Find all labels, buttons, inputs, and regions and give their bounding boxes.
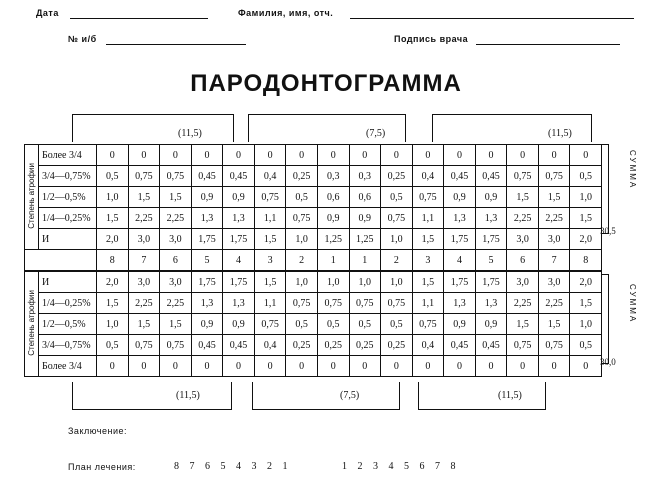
lower-group-left-value: (11,5) <box>176 390 200 401</box>
lower-cell[interactable]: 0,25 <box>381 335 413 356</box>
lower-cell[interactable]: 0 <box>128 356 160 377</box>
lower-cell[interactable]: 0 <box>444 356 476 377</box>
lower-cell[interactable]: 1,5 <box>97 293 129 314</box>
upper-cell[interactable]: 1,1 <box>412 208 444 229</box>
upper-cell[interactable]: 0,3 <box>349 166 381 187</box>
upper-cell[interactable]: 0,75 <box>128 166 160 187</box>
upper-cell[interactable]: 0,9 <box>444 187 476 208</box>
lower-cell[interactable]: 1,1 <box>412 293 444 314</box>
treatment-plan-left-teeth: 8 7 6 5 4 3 2 1 <box>174 461 292 472</box>
lower-cell[interactable]: 0,75 <box>349 293 381 314</box>
upper-cell[interactable]: 0 <box>97 145 129 166</box>
lower-row-label: 1/4—0,25% <box>39 293 97 314</box>
upper-cell[interactable]: 3,0 <box>160 229 192 250</box>
lower-cell[interactable]: 0,75 <box>507 335 539 356</box>
lower-cell[interactable]: 0 <box>570 356 602 377</box>
date-field[interactable] <box>70 8 208 19</box>
upper-cell[interactable]: 2,25 <box>538 208 570 229</box>
upper-cell[interactable]: 0,75 <box>538 166 570 187</box>
upper-cell[interactable]: 0 <box>444 145 476 166</box>
upper-cell[interactable]: 0,4 <box>412 166 444 187</box>
upper-row-label: 1/2—0,5% <box>39 187 97 208</box>
upper-cell[interactable]: 1,3 <box>475 208 507 229</box>
lower-cell[interactable]: 1,75 <box>191 271 223 293</box>
upper-cell[interactable]: 0,75 <box>160 166 192 187</box>
lower-cell[interactable]: 2,25 <box>128 293 160 314</box>
lower-row <box>25 293 602 314</box>
upper-cell[interactable]: 0,5 <box>97 166 129 187</box>
tooth-number: 1 <box>349 250 381 272</box>
upper-cell[interactable]: 2,25 <box>507 208 539 229</box>
lower-group-middle-value: (7,5) <box>340 390 360 401</box>
upper-row-label: И <box>39 229 97 250</box>
upper-cell[interactable]: 1,5 <box>570 208 602 229</box>
treatment-plan-right-teeth: 1 2 3 4 5 6 7 8 <box>342 461 460 472</box>
upper-row-label: 3/4—0,75% <box>39 166 97 187</box>
upper-cell[interactable]: 0 <box>349 145 381 166</box>
upper-cell[interactable]: 0,45 <box>475 166 507 187</box>
upper-cell[interactable]: 0,6 <box>317 187 349 208</box>
tooth-number: 2 <box>286 250 318 272</box>
lower-cell[interactable]: 1,0 <box>349 271 381 293</box>
upper-cell[interactable]: 1,3 <box>223 208 255 229</box>
upper-cell[interactable]: 1,5 <box>538 187 570 208</box>
lower-cell[interactable]: 1,5 <box>254 271 286 293</box>
tooth-number: 3 <box>412 250 444 272</box>
lower-cell[interactable]: 1,0 <box>286 271 318 293</box>
lower-row-label: Более 3/4 <box>39 356 97 377</box>
upper-cell[interactable]: 0,75 <box>286 208 318 229</box>
lower-cell[interactable]: 0,25 <box>349 335 381 356</box>
lower-cell[interactable]: 1,75 <box>475 271 507 293</box>
upper-cell[interactable]: 0,75 <box>507 166 539 187</box>
upper-row-label: Более 3/4 <box>39 145 97 166</box>
upper-cell[interactable]: 2,0 <box>570 229 602 250</box>
upper-row <box>25 187 602 208</box>
upper-cell[interactable]: 0 <box>570 145 602 166</box>
upper-cell[interactable]: 0 <box>381 145 413 166</box>
upper-cell[interactable]: 0,6 <box>349 187 381 208</box>
lower-cell[interactable]: 1,0 <box>317 271 349 293</box>
upper-side-label <box>25 145 39 250</box>
upper-cell[interactable]: 0,3 <box>317 166 349 187</box>
tooth-number: 2 <box>381 250 413 272</box>
upper-cell[interactable]: 0,25 <box>286 166 318 187</box>
upper-group-left-value: (11,5) <box>178 128 202 139</box>
lower-cell[interactable]: 3,0 <box>538 271 570 293</box>
lower-cell[interactable]: 1,75 <box>444 271 476 293</box>
lower-cell[interactable]: 0 <box>191 356 223 377</box>
upper-cell[interactable]: 0,9 <box>317 208 349 229</box>
lower-cell[interactable]: 2,25 <box>538 293 570 314</box>
lower-cell[interactable]: 1,0 <box>381 271 413 293</box>
lower-cell[interactable]: 0,25 <box>286 335 318 356</box>
lower-cell[interactable]: 1,0 <box>570 314 602 335</box>
tooth-number: 6 <box>507 250 539 272</box>
upper-cell[interactable]: 0,9 <box>191 187 223 208</box>
lower-cell[interactable]: 0,75 <box>160 335 192 356</box>
page-title: ПАРОДОНТОГРАММА <box>190 70 462 97</box>
upper-group-middle-value: (7,5) <box>366 128 386 139</box>
lower-cell[interactable]: 0,45 <box>191 335 223 356</box>
upper-cell[interactable]: 1,25 <box>349 229 381 250</box>
upper-cell[interactable]: 0,5 <box>570 166 602 187</box>
upper-cell[interactable]: 1,5 <box>160 187 192 208</box>
card-number-label: № и/б <box>68 34 97 44</box>
lower-cell[interactable]: 0,5 <box>349 314 381 335</box>
lower-cell[interactable]: 0,5 <box>570 335 602 356</box>
upper-cell[interactable]: 1,5 <box>412 229 444 250</box>
lower-group-middle <box>252 382 400 410</box>
upper-cell[interactable]: 0,9 <box>223 187 255 208</box>
treatment-plan-label: План лечения: <box>68 462 136 472</box>
upper-cell[interactable]: 1,0 <box>570 187 602 208</box>
upper-cell[interactable]: 0 <box>191 145 223 166</box>
lower-cell[interactable]: 1,5 <box>570 293 602 314</box>
lower-cell[interactable]: 0,9 <box>191 314 223 335</box>
lower-cell[interactable]: 1,0 <box>97 314 129 335</box>
lower-cell[interactable]: 0 <box>349 356 381 377</box>
upper-cell[interactable]: 0,9 <box>349 208 381 229</box>
lower-cell[interactable]: 2,0 <box>97 271 129 293</box>
lower-cell[interactable]: 0,75 <box>381 293 413 314</box>
lower-cell[interactable]: 0,5 <box>381 314 413 335</box>
lower-cell[interactable]: 1,5 <box>160 314 192 335</box>
lower-side-label <box>25 271 39 377</box>
upper-cell[interactable]: 0,45 <box>223 166 255 187</box>
tooth-number: 3 <box>254 250 286 272</box>
lower-cell[interactable]: 1,75 <box>223 271 255 293</box>
lower-cell[interactable]: 0 <box>254 356 286 377</box>
upper-cell[interactable]: 0,75 <box>381 208 413 229</box>
upper-sum-value: 30,5 <box>600 226 616 236</box>
tooth-number: 6 <box>160 250 192 272</box>
upper-cell[interactable]: 2,25 <box>128 208 160 229</box>
lower-cell[interactable]: 0,5 <box>286 314 318 335</box>
lower-sum-bracket <box>602 274 609 364</box>
lower-cell[interactable]: 0 <box>381 356 413 377</box>
upper-cell[interactable]: 0 <box>412 145 444 166</box>
lower-cell[interactable]: 3,0 <box>128 271 160 293</box>
lower-cell[interactable]: 0 <box>475 356 507 377</box>
tooth-number: 5 <box>191 250 223 272</box>
tooth-number-row <box>25 250 602 272</box>
lower-cell[interactable]: 0,75 <box>286 293 318 314</box>
upper-row <box>25 166 602 187</box>
upper-cell[interactable]: 0 <box>223 145 255 166</box>
lower-cell[interactable]: 1,3 <box>223 293 255 314</box>
lower-cell[interactable]: 1,1 <box>254 293 286 314</box>
upper-cell[interactable]: 0,75 <box>254 187 286 208</box>
lower-cell[interactable]: 0,75 <box>538 335 570 356</box>
upper-group-right-value: (11,5) <box>548 128 572 139</box>
lower-cell[interactable]: 0,9 <box>444 314 476 335</box>
upper-cell[interactable]: 0 <box>128 145 160 166</box>
tooth-number: 7 <box>538 250 570 272</box>
lower-cell[interactable]: 1,3 <box>191 293 223 314</box>
lower-cell[interactable]: 2,0 <box>570 271 602 293</box>
lower-cell[interactable]: 0,75 <box>317 293 349 314</box>
lower-row <box>25 356 602 377</box>
lower-group-right <box>418 382 546 410</box>
lower-cell[interactable]: 0,45 <box>444 335 476 356</box>
upper-cell[interactable]: 1,0 <box>286 229 318 250</box>
lower-cell[interactable]: 1,5 <box>128 314 160 335</box>
upper-cell[interactable]: 0 <box>507 145 539 166</box>
upper-cell[interactable]: 0,75 <box>412 187 444 208</box>
tooth-number: 5 <box>475 250 507 272</box>
lower-row <box>25 271 602 293</box>
upper-cell[interactable]: 1,1 <box>254 208 286 229</box>
lower-cell[interactable]: 0,75 <box>254 314 286 335</box>
upper-cell[interactable]: 1,5 <box>254 229 286 250</box>
lower-cell[interactable]: 0 <box>97 356 129 377</box>
upper-cell[interactable]: 1,0 <box>97 187 129 208</box>
upper-cell[interactable]: 0 <box>254 145 286 166</box>
upper-cell[interactable]: 1,75 <box>191 229 223 250</box>
upper-cell[interactable]: 1,5 <box>97 208 129 229</box>
name-field[interactable] <box>350 8 634 19</box>
upper-cell[interactable]: 2,0 <box>97 229 129 250</box>
lower-cell[interactable]: 0,5 <box>317 314 349 335</box>
lower-cell[interactable]: 1,5 <box>412 271 444 293</box>
lower-row <box>25 314 602 335</box>
upper-group-left <box>72 114 234 142</box>
lower-cell[interactable]: 2,25 <box>160 293 192 314</box>
lower-cell[interactable]: 0 <box>507 356 539 377</box>
upper-cell[interactable]: 0 <box>538 145 570 166</box>
lower-row-label: 3/4—0,75% <box>39 335 97 356</box>
lower-group-right-value: (11,5) <box>498 390 522 401</box>
signature-field[interactable] <box>476 34 620 45</box>
upper-cell[interactable]: 3,0 <box>538 229 570 250</box>
lower-cell[interactable]: 0,45 <box>475 335 507 356</box>
upper-sum-label: СУММА <box>628 150 637 190</box>
tooth-number-blank <box>25 250 97 272</box>
lower-cell[interactable]: 3,0 <box>507 271 539 293</box>
lower-cell[interactable]: 0,75 <box>412 314 444 335</box>
lower-cell[interactable]: 0 <box>286 356 318 377</box>
lower-cell[interactable]: 0 <box>160 356 192 377</box>
lower-group-left <box>72 382 232 410</box>
upper-cell[interactable]: 0 <box>286 145 318 166</box>
upper-cell[interactable]: 1,75 <box>475 229 507 250</box>
conclusion-label: Заключение: <box>68 426 127 436</box>
upper-row-label: 1/4—0,25% <box>39 208 97 229</box>
lower-cell[interactable]: 0,9 <box>475 314 507 335</box>
upper-cell[interactable]: 0 <box>160 145 192 166</box>
upper-cell[interactable]: 0,4 <box>254 166 286 187</box>
lower-row <box>25 335 602 356</box>
upper-side-label-text: Степень атрофии <box>27 163 36 229</box>
name-label: Фамилия, имя, отч. <box>238 8 334 18</box>
lower-cell[interactable]: 0,45 <box>223 335 255 356</box>
lower-cell[interactable]: 0,5 <box>97 335 129 356</box>
lower-cell[interactable]: 0 <box>317 356 349 377</box>
upper-sum-bracket <box>602 144 609 234</box>
lower-cell[interactable]: 1,3 <box>475 293 507 314</box>
upper-cell[interactable]: 2,25 <box>160 208 192 229</box>
tooth-number: 8 <box>97 250 129 272</box>
periodontogram-table <box>24 144 602 377</box>
lower-cell[interactable]: 0 <box>412 356 444 377</box>
lower-cell[interactable]: 0,4 <box>412 335 444 356</box>
lower-cell[interactable]: 1,5 <box>538 314 570 335</box>
upper-cell[interactable]: 1,0 <box>381 229 413 250</box>
upper-row <box>25 208 602 229</box>
lower-cell[interactable]: 0,4 <box>254 335 286 356</box>
lower-cell[interactable]: 3,0 <box>160 271 192 293</box>
tooth-number: 4 <box>444 250 476 272</box>
lower-side-label-text: Степень атрофии <box>27 290 36 356</box>
lower-sum-label: СУММА <box>628 284 637 324</box>
upper-cell[interactable]: 1,75 <box>223 229 255 250</box>
upper-cell[interactable]: 3,0 <box>128 229 160 250</box>
upper-row <box>25 229 602 250</box>
upper-cell[interactable]: 0,45 <box>444 166 476 187</box>
lower-cell[interactable]: 0 <box>223 356 255 377</box>
upper-cell[interactable]: 1,3 <box>191 208 223 229</box>
lower-cell[interactable]: 1,5 <box>507 314 539 335</box>
upper-cell[interactable]: 0,5 <box>286 187 318 208</box>
lower-row-label: И <box>39 271 97 293</box>
upper-cell[interactable]: 1,75 <box>444 229 476 250</box>
lower-cell[interactable]: 0,75 <box>128 335 160 356</box>
tooth-number: 4 <box>223 250 255 272</box>
date-label: Дата <box>36 8 59 18</box>
upper-cell[interactable]: 1,3 <box>444 208 476 229</box>
card-number-field[interactable] <box>106 34 246 45</box>
upper-cell[interactable]: 3,0 <box>507 229 539 250</box>
signature-label: Подпись врача <box>394 34 469 44</box>
upper-row <box>25 145 602 166</box>
lower-cell[interactable]: 0 <box>538 356 570 377</box>
lower-row-label: 1/2—0,5% <box>39 314 97 335</box>
lower-cell[interactable]: 0,25 <box>317 335 349 356</box>
tooth-number: 8 <box>570 250 602 272</box>
upper-cell[interactable]: 0,25 <box>381 166 413 187</box>
tooth-number: 7 <box>128 250 160 272</box>
upper-cell[interactable]: 0,9 <box>475 187 507 208</box>
upper-cell[interactable]: 0,45 <box>191 166 223 187</box>
lower-cell[interactable]: 2,25 <box>507 293 539 314</box>
upper-cell[interactable]: 1,5 <box>128 187 160 208</box>
tooth-number: 1 <box>317 250 349 272</box>
upper-cell[interactable]: 0 <box>317 145 349 166</box>
lower-cell[interactable]: 1,3 <box>444 293 476 314</box>
upper-cell[interactable]: 0,5 <box>381 187 413 208</box>
upper-cell[interactable]: 1,5 <box>507 187 539 208</box>
lower-sum-value: 30,0 <box>600 357 616 367</box>
upper-cell[interactable]: 0 <box>475 145 507 166</box>
upper-cell[interactable]: 1,25 <box>317 229 349 250</box>
lower-cell[interactable]: 0,9 <box>223 314 255 335</box>
